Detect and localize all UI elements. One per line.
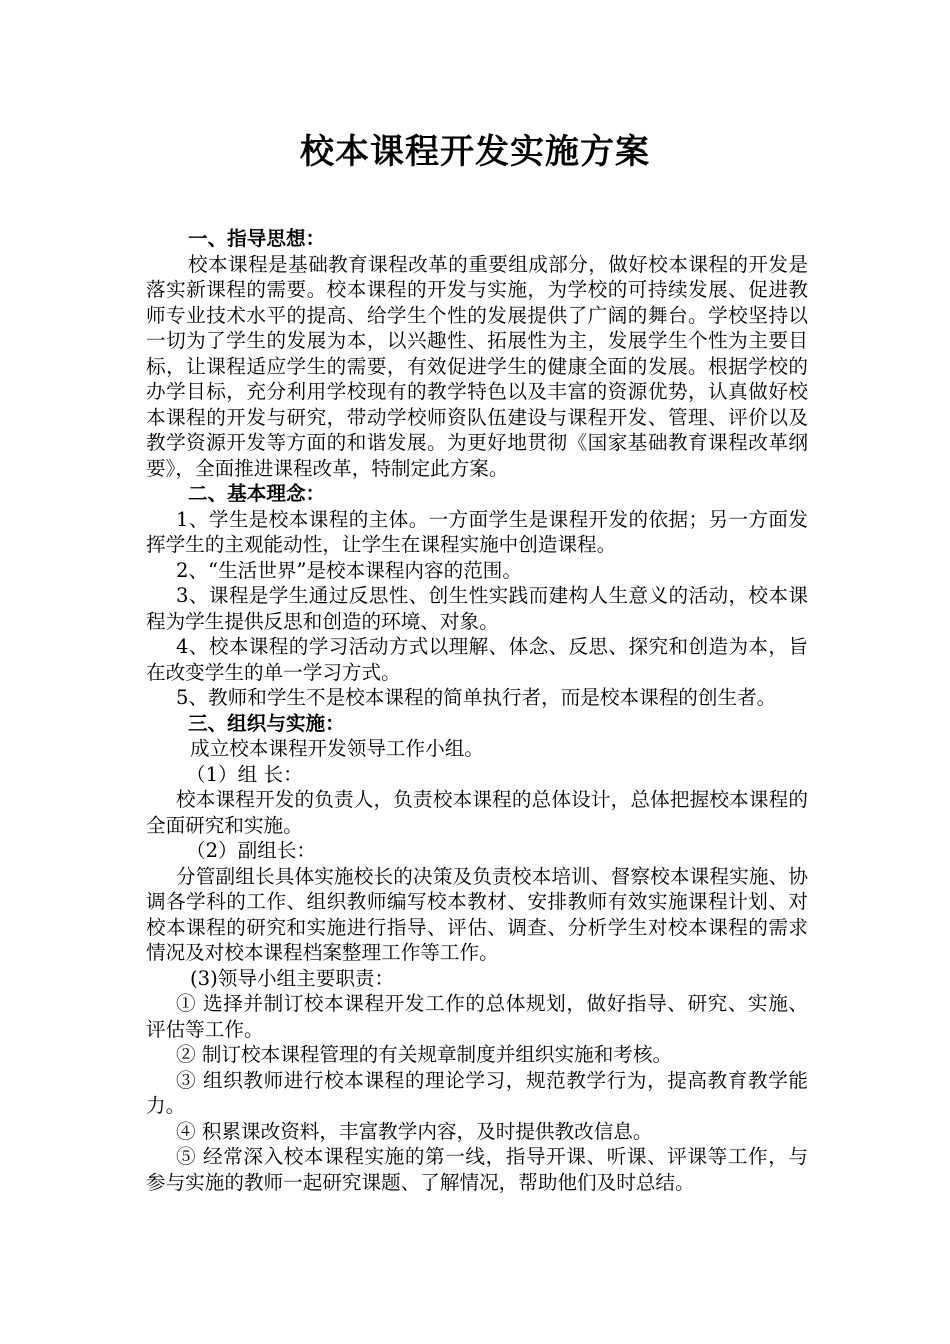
section-heading-organization: 三、组织与实施： bbox=[188, 711, 345, 735]
document-title: 校本课程开发实施方案 bbox=[300, 132, 650, 172]
concept-item-3: 3、课程是学生通过反思性、创生性实践而建构人生意义的活动，校本课程为学生提供反思和创造的环境、对象。 bbox=[146, 584, 808, 633]
concept-item-5: 5、教师和学生不是校本课程的简单执行者，而是校本课程的创生者。 bbox=[176, 686, 777, 709]
document-body bbox=[146, 226, 808, 1195]
section-heading-guiding-ideology: 一、指导思想： bbox=[188, 227, 326, 250]
deputy-label: （2）副组长： bbox=[186, 839, 317, 862]
concept-item-2: 2、“生活世界”是校本课程内容的范围。 bbox=[176, 558, 522, 582]
duty-item-4: ④ 积累课改资料，丰富教学内容，及时提供教改信息。 bbox=[176, 1119, 653, 1143]
deputy-text: 分管副组长具体实施校长的决策及负责校本培训、督察校本课程实施、协调各学科的工作、组织教师编写校本教材、安排教师有效实施课程计划、对校本课程的研究和实施进行指导、评估、调查、分析学生对校本课程的需求情况及对校本课程档案整理工作等工作。 bbox=[146, 864, 808, 964]
duty-item-2: ② 制订校本课程管理的有关规章制度并组织实施和考核。 bbox=[176, 1043, 673, 1066]
concept-item-4: 4、校本课程的学习活动方式以理解、体念、反思、探究和创造为本，旨在改变学生的单一学习方式。 bbox=[146, 635, 808, 684]
duty-item-5: ⑤ 经常深入校本课程实施的第一线，指导开课、听课、评课等工作，与参与实施的教师一起研究课题、了解情况，帮助他们及时总结。 bbox=[146, 1145, 808, 1194]
organization-intro: 成立校本课程开发领导工作小组。 bbox=[190, 737, 484, 760]
concept-item-1: 1、学生是校本课程的主体。一方面学生是课程开发的依据；另一方面发挥学生的主观能动性，让学生在课程实施中创造课程。 bbox=[146, 507, 808, 556]
paragraph-guiding-ideology: 校本课程是基础教育课程改革的重要组成部分，做好校本课程的开发是落实新课程的需要。校本课程的开发与实施，为学校的可持续发展、促进教师专业技术水平的提高、给学生个性的发展提供了广阔的舞台。学校坚持以一切为了学生的发展为本，以兴趣性、拓展性为主，发展学生个性为主要目标，让课程适应学生的需要，有效促进学生的健康全面的发展。根据学校的办学目标，充分利用学校现有的教学特色以及丰富的资源优势，认真做好校本课程的开发与研究，带动学校师资队伍建设与课程开发、管理、评价以及教学资源开发等方面的和谐发展。为更好地贯彻《国家基础教育课程改革纲要》，全面推进课程改革，特制定此方案。 bbox=[146, 252, 808, 480]
duties-label: (3)领导小组主要职责： bbox=[190, 966, 395, 990]
duty-item-1: ① 选择并制订校本课程开发工作的总体规划，做好指导、研究、实施、评估等工作。 bbox=[146, 992, 808, 1041]
duty-item-3: ③ 组织教师进行校本课程的理论学习，规范教学行为，提高教育教学能力。 bbox=[146, 1068, 808, 1117]
leader-text: 校本课程开发的负责人，负责校本课程的总体设计，总体把握校本课程的全面研究和实施。 bbox=[146, 788, 808, 837]
section-heading-basic-concepts: 二、基本理念： bbox=[188, 482, 326, 505]
leader-label: （1）组 长： bbox=[186, 762, 303, 786]
